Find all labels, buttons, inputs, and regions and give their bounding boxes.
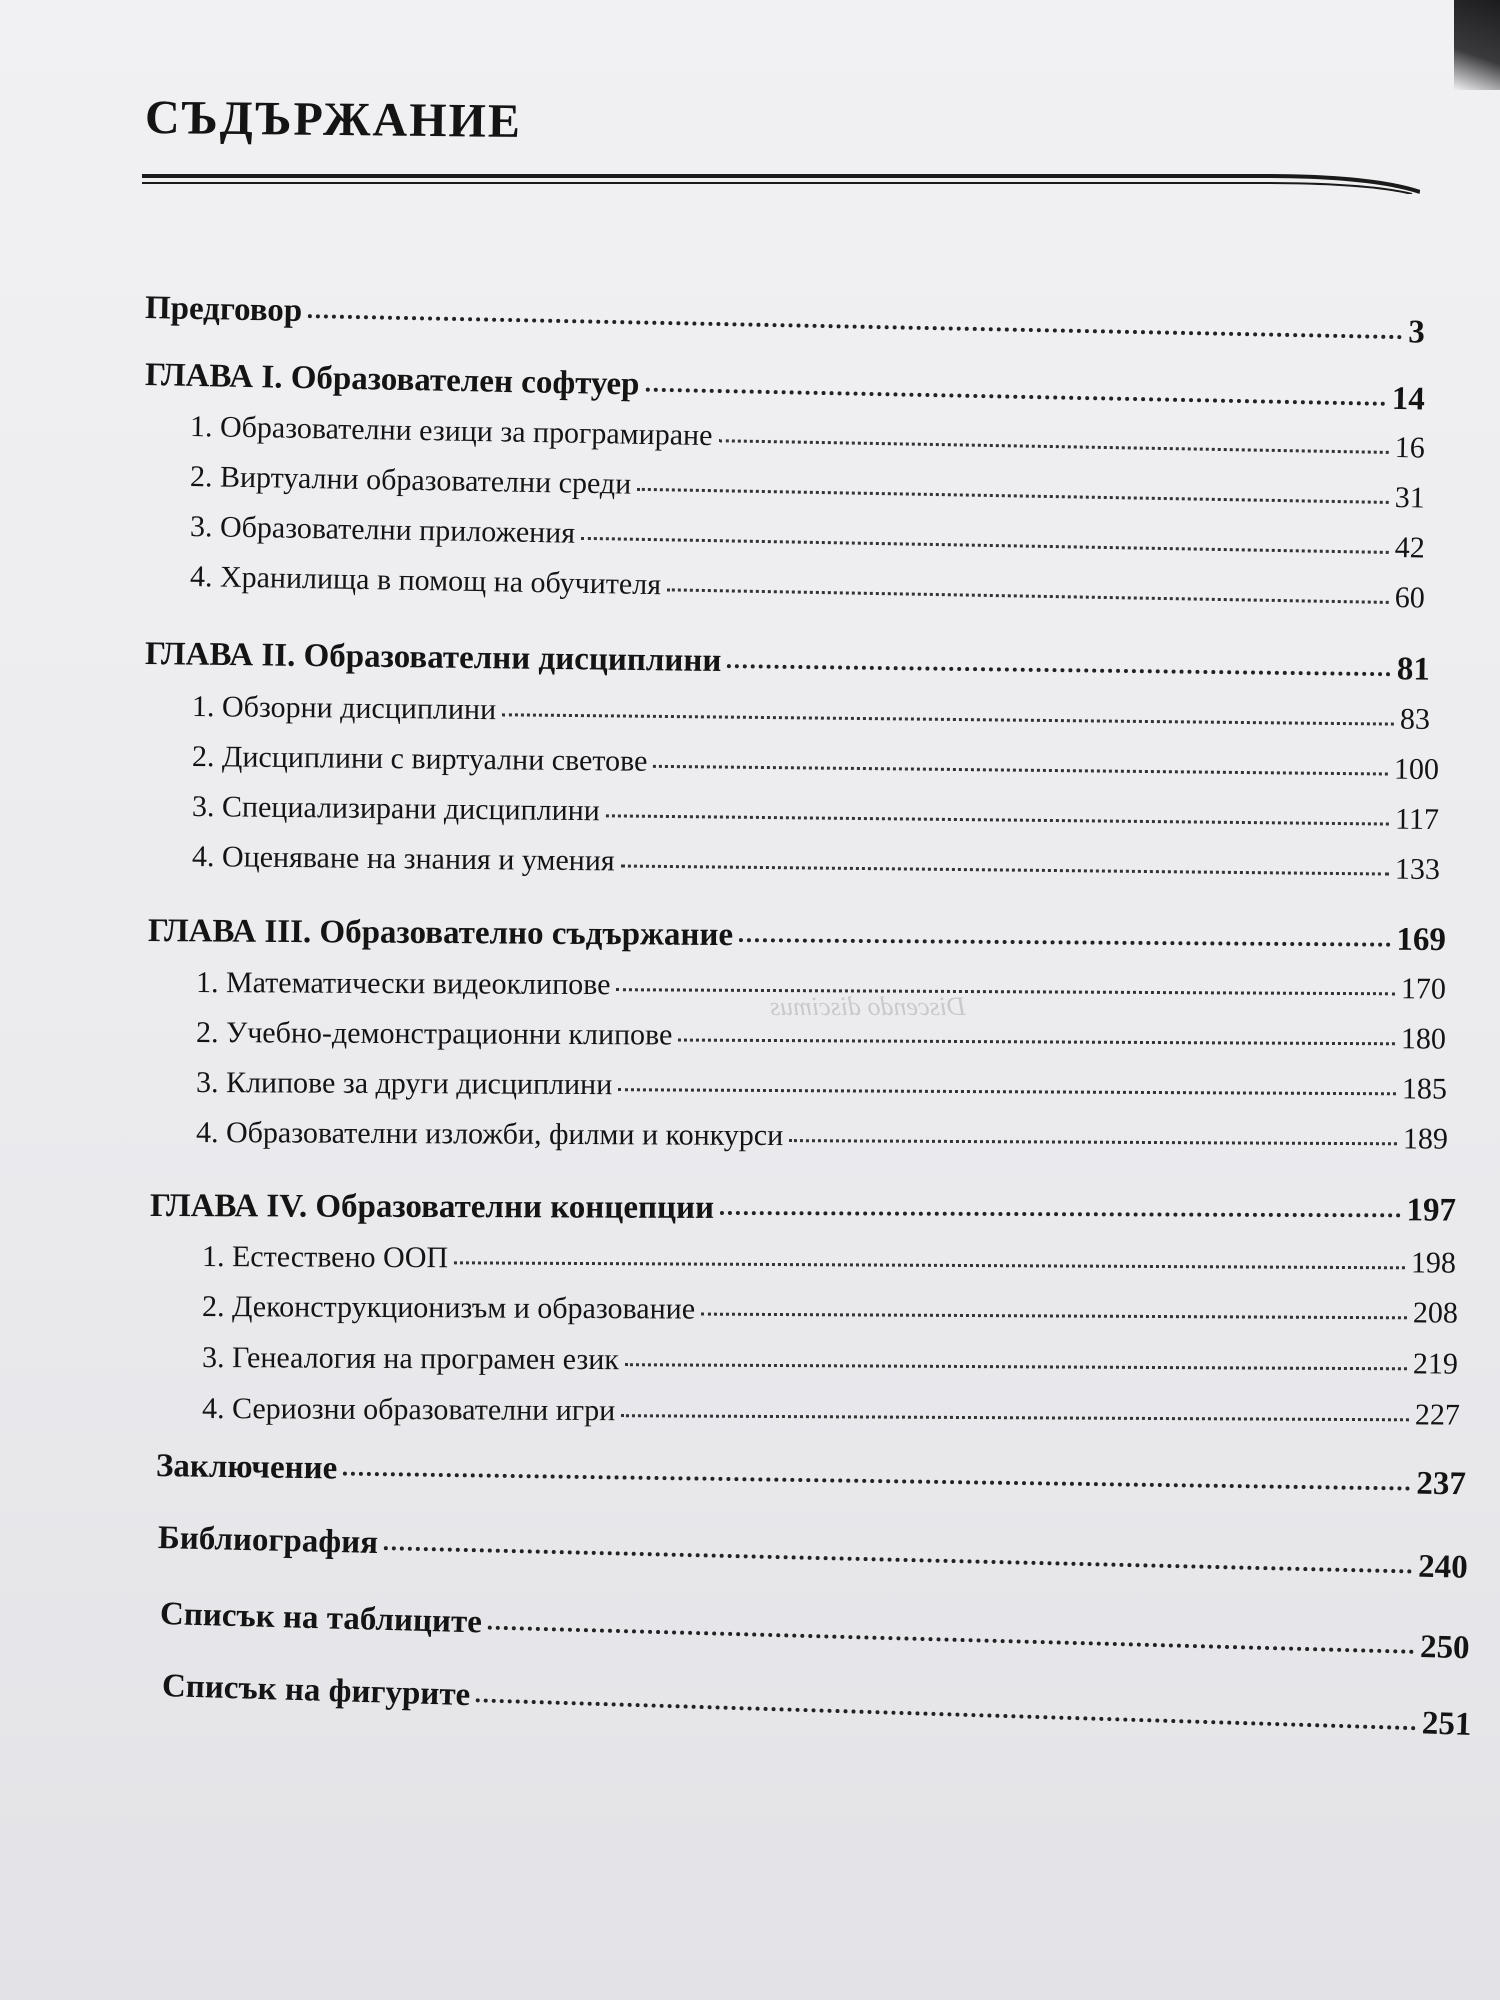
toc-entry-label: Предговор	[144, 290, 303, 330]
dot-leader	[720, 1211, 1400, 1217]
toc-entry[interactable]	[190, 460, 1425, 516]
toc-entry-page: 60	[1394, 581, 1426, 615]
toc-entry-page: 14	[1391, 380, 1426, 418]
dot-leader	[454, 1261, 1405, 1269]
toc-entry[interactable]	[148, 913, 1446, 959]
toc-entry[interactable]	[196, 966, 1446, 1007]
toc-entry-page: 189	[1402, 1122, 1449, 1156]
toc-entry-label: 3. Генеалогия на програмен език	[201, 1341, 619, 1377]
toc-entry-label: 2. Деконструкционизъм и образование	[201, 1290, 696, 1326]
dot-leader	[621, 864, 1389, 875]
toc-entry-page: 237	[1416, 1465, 1467, 1503]
toc-entry-label: 1. Образователни езици за програмиране	[189, 410, 713, 453]
dot-leader	[502, 713, 1394, 725]
toc-entry[interactable]	[158, 1520, 1469, 1587]
toc-entry-page: 3	[1407, 314, 1426, 351]
toc-entry-page: 227	[1414, 1398, 1461, 1432]
toc-entry-page: 185	[1401, 1072, 1448, 1106]
toc-entry-label: 1. Математически видеоклипове	[195, 966, 611, 1002]
toc-entry-label: ГЛАВА II. Образователни дисциплини	[144, 636, 722, 680]
toc-entry-page: 31	[1394, 481, 1426, 515]
toc-entry-page: 100	[1393, 752, 1440, 787]
toc-entry-page: 42	[1394, 531, 1426, 565]
toc-entry-label: 2. Дисциплини с виртуални светове	[191, 740, 648, 778]
toc-entry-label: 2. Виртуални образователни среди	[189, 460, 632, 501]
dot-leader	[488, 1626, 1414, 1654]
toc-entry[interactable]	[196, 1016, 1446, 1057]
toc-entry-label: 4. Сериозни образователни игри	[201, 1392, 616, 1428]
toc-entry-label: 4. Образователни изложби, филми и конкурси	[195, 1116, 784, 1153]
toc-entry[interactable]	[156, 1448, 1466, 1503]
toc-entry-label: Списък на таблиците	[159, 1596, 483, 1641]
toc-entry-page: 180	[1400, 1022, 1447, 1056]
toc-entry[interactable]	[202, 1341, 1458, 1382]
dot-leader	[616, 988, 1395, 995]
dot-leader	[625, 1363, 1407, 1370]
toc-entry[interactable]	[161, 1668, 1472, 1744]
dot-leader	[476, 1698, 1416, 1730]
toc-entry[interactable]	[202, 1392, 1460, 1433]
toc-entry-label: Списък на фигурите	[161, 1668, 471, 1714]
toc-entry-page: 117	[1394, 802, 1440, 837]
dot-leader	[637, 488, 1389, 504]
toc-entry-page: 169	[1396, 921, 1447, 959]
toc-entry[interactable]	[192, 690, 1430, 737]
dot-leader	[718, 439, 1388, 454]
toc-entry[interactable]	[202, 1290, 1458, 1331]
dot-leader	[789, 1139, 1397, 1145]
toc-entry-label: 1. Естествено ООП	[201, 1240, 449, 1275]
toc-entry-page: 83	[1399, 702, 1431, 736]
dot-leader	[701, 1313, 1407, 1320]
toc-entry[interactable]	[192, 840, 1440, 887]
toc-entry-page: 219	[1412, 1347, 1459, 1381]
toc-entry-page: 16	[1394, 431, 1426, 465]
dot-leader	[308, 314, 1402, 339]
toc-entry[interactable]	[145, 290, 1425, 352]
toc-entry-label: 3. Специализирани дисциплини	[191, 790, 601, 828]
dot-leader	[678, 1039, 1395, 1046]
dot-leader	[384, 1546, 1412, 1573]
toc-entry-label: ГЛАВА III. Образователно съдържание	[147, 913, 734, 954]
dot-leader	[606, 814, 1389, 825]
toc-entry[interactable]	[145, 357, 1425, 419]
toc-entry-label: ГЛАВА I. Образователен софтуер	[144, 357, 640, 403]
toc-entry-page: 250	[1419, 1629, 1471, 1667]
toc-entry[interactable]	[192, 740, 1439, 787]
toc-entry-label: 1. Обзорни дисциплини	[191, 690, 497, 727]
toc-entry-page: 197	[1406, 1192, 1457, 1229]
toc-entry[interactable]	[196, 1116, 1448, 1157]
page-title: СЪДЪРЖАНИЕ	[144, 91, 523, 148]
toc-entry-page: 251	[1421, 1705, 1472, 1743]
dot-leader	[621, 1414, 1409, 1421]
toc-entry-label: 3. Образователни приложения	[189, 510, 576, 550]
toc-entry-page: 240	[1417, 1548, 1469, 1586]
toc-entry-page: 208	[1412, 1296, 1459, 1330]
toc-entry[interactable]	[190, 560, 1425, 616]
dot-leader	[667, 588, 1389, 604]
dot-leader	[739, 938, 1390, 947]
toc-entry[interactable]	[145, 636, 1430, 689]
toc-entry[interactable]	[190, 410, 1425, 466]
toc-entry-label: 4. Оценяване на знания и умения	[191, 840, 615, 878]
dot-leader	[343, 1472, 1410, 1491]
toc-entry-label: 4. Хранилища в помощ на обучителя	[189, 560, 662, 602]
toc-entry-page: 198	[1410, 1246, 1457, 1280]
toc-entry[interactable]	[190, 510, 1425, 566]
toc-entry[interactable]	[160, 1596, 1471, 1667]
toc-entry[interactable]	[202, 1240, 1456, 1281]
toc-entry[interactable]	[192, 790, 1439, 837]
toc-entry-label: Библиография	[157, 1520, 379, 1561]
toc-entry-label: 2. Учебно-демонстрационни клипове	[195, 1016, 673, 1052]
show-through-text: Discendo discimus	[770, 992, 966, 1021]
toc-entry[interactable]	[196, 1066, 1447, 1107]
toc-entry[interactable]	[150, 1188, 1456, 1230]
dot-leader	[653, 765, 1388, 776]
toc-entry-page: 81	[1396, 651, 1431, 688]
dot-leader	[618, 1088, 1396, 1095]
toc-entry-label: 3. Клипове за други дисциплини	[195, 1066, 613, 1102]
dot-leader	[727, 664, 1391, 676]
toc-entry-page: 170	[1400, 972, 1447, 1006]
toc-entry-label: Заключение	[155, 1448, 338, 1487]
dot-leader	[645, 388, 1385, 406]
toc-entry-page: 133	[1394, 852, 1441, 887]
toc-entry-label: ГЛАВА IV. Образователни концепции	[149, 1188, 715, 1226]
dot-leader	[581, 537, 1389, 554]
